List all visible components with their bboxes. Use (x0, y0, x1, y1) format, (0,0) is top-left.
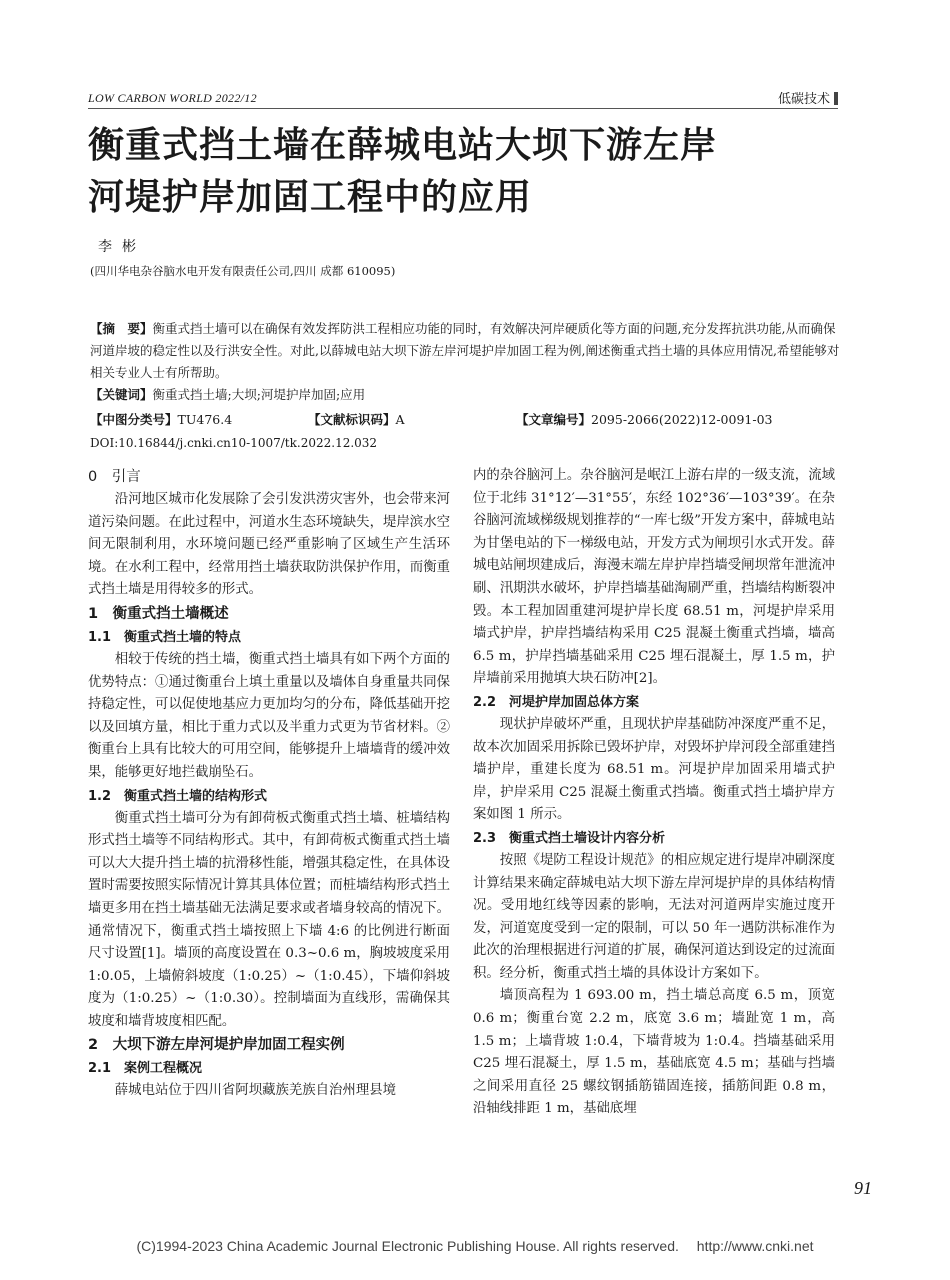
section-label: 低碳技术 (777, 92, 830, 107)
section-bar-icon (834, 92, 838, 105)
subsection-heading: 1.1 衡重式挡土墙的特点 (88, 629, 242, 645)
author: 李彬 (98, 239, 146, 255)
abstract-label: 【摘 要】 (90, 321, 153, 336)
abstract-text: 衡重式挡土墙可以在确保有效发挥防洪工程相应功能的同时，有效解决河岸硬质化等方面的问题,充分发挥抗洪功能,从而确保河道岸坡的稳定性以及行洪安全性。对此,以薛城电站大坝下游左岸河堤护岸加固工程为例,阐述衡重式挡土墙的具体应用情况,希望能够对相关专业人士有所帮助。 (90, 321, 840, 380)
subsection-heading: 2.1 案例工程概况 (88, 1061, 203, 1077)
clc-code: 【中图分类号】TU476.4 (90, 412, 233, 427)
left-column (88, 465, 450, 1103)
right-column (473, 465, 835, 1121)
paragraph: 相较于传统的挡土墙，衡重式挡土墙具有如下两个方面的优势特点：①通过衡重台上填土重量以及墙体自身重量共同保持稳定性，可以促使地基应力更加均匀的分布，降低基础开挖以及回填方量，相比于重力式以及半重力式更为节省材料。②衡重台上具有比较大的可用空间，能够提升上墙墙背的缓冲效果，能够更好地拦截崩坠石。 (88, 651, 450, 780)
classification-meta (90, 410, 850, 430)
subsection-heading: 2.2 河堤护岸加固总体方案 (473, 694, 640, 710)
page-number: 91 (854, 1178, 872, 1198)
header-divider (88, 108, 838, 109)
abstract (90, 318, 840, 384)
paragraph: 按照《堤防工程设计规范》的相应规定进行堤岸冲刷深度计算结果来确定薛城电站大坝下游左岸河堤护岸的具体结构情况。受用地红线等因素的影响，无法对河道两岸实施过度开发，河道宽度受到一定的限制，可以 50 年一遇防洪标准作为此次的治理根据进行河道的扩展，确保河道达到设定的过流面积。经分析，衡重式挡土墙的具体设计方案如下。 (473, 852, 835, 981)
paragraph: 现状护岸破坏严重，且现状护岸基础防冲深度严重不足，故本次加固采用拆除已毁坏护岸，对毁坏护岸河段全部重建挡墙护岸，重建长度为 68.51 m。河堤护岸加固采用墙式护岸，护岸采用 C25 混凝土衡重式挡墙。衡重式挡土墙护岸方案如图 1 所示。 (473, 716, 835, 823)
section-heading: 0 引言 (88, 469, 141, 485)
section-heading: 1 衡重式挡土墙概述 (88, 605, 229, 622)
section-header (778, 88, 838, 107)
keywords (90, 384, 840, 406)
copyright-footer: (C)1994-2023 China Academic Journal Electronic Publishing House. All rights reserved. http://www.cnki.net (136, 1238, 814, 1254)
doc-code: 【文献标识码】A (308, 412, 405, 427)
paragraph: 薛城电站位于四川省阿坝藏族羌族自治州理县境 (114, 1083, 396, 1099)
article-title (88, 120, 848, 224)
subsection-heading: 1.2 衡重式挡土墙的结构形式 (88, 788, 268, 804)
doi: DOI:10.16844/j.cnki.cn10-1007/tk.2022.12.032 (90, 436, 378, 450)
section-heading: 2 大坝下游左岸河堤护岸加固工程实例 (88, 1037, 345, 1054)
subsection-heading: 2.3 衡重式挡土墙设计内容分析 (473, 830, 666, 846)
affiliation: (四川华电杂谷脑水电开发有限责任公司,四川 成都 610095) (90, 264, 396, 278)
paragraph: 墙顶高程为 1 693.00 m，挡土墙总高度 6.5 m，顶宽 0.6 m；衡重台宽 2.2 m，底宽 3.6 m；墙趾宽 1 m，高 1.5 m；上墙背坡 1:0.4，下墙背坡为 1:0.4。挡墙基础采用 C25 埋石混凝土，厚 1.5 m，基础底宽 4.5 m；基础与挡墙之间采用直径 25 螺纹钢插筋锚固连接，插筋间距 0.8 m，沿轴线排距 1 m，基础底埋 (473, 988, 835, 1117)
title-line-1: 衡重式挡土墙在薛城电站大坝下游左岸 (88, 125, 718, 166)
title-line-2: 河堤护岸加固工程中的应用 (88, 177, 533, 218)
paragraph: 沿河地区城市化发展除了会引发洪涝灾害外，也会带来河道污染问题。在此过程中，河道水生态环境缺失，堤岸滨水空间无限制利用，水环境问题已经严重影响了区域生产生活环境。在水利工程中，经常用挡土墙获取防洪保护作用，而衡重式挡土墙是用得较多的形式。 (88, 492, 450, 598)
keywords-label: 【关键词】 (90, 387, 153, 402)
paragraph: 内的杂谷脑河上。杂谷脑河是岷江上游右岸的一级支流，流域位于北纬 31°12′—31°55′，东经 102°36′—103°39′。在杂谷脑河流域梯级规划推荐的“一库七级”开发方案中，薛城电站为甘堡电站的下一梯级电站，开发方式为闸坝引水式开发。薛城电站闸坝建成后，海漫末端左岸护岸挡墙受闸坝常年泄流冲刷、汛期洪水破坏，护岸挡墙基础淘刷严重，挡墙结构断裂冲毁。本工程加固重建河堤护岸长度 68.51 m，河堤护岸采用墙式护岸，护岸挡墙结构采用 C25 混凝土衡重式挡墙，墙高 6.5 m，护岸挡墙基础采用 C25 埋石混凝土，厚 1.5 m，护岸墙前采用抛填大块石防冲[2]。 (473, 468, 835, 687)
abstract-block (90, 318, 840, 406)
keywords-text: 衡重式挡土墙;大坝;河堤护岸加固;应用 (152, 387, 366, 402)
article-number: 【文章编号】2095-2066(2022)12-0091-03 (516, 412, 773, 427)
journal-header: LOW CARBON WORLD 2022/12 (88, 91, 257, 105)
paragraph: 衡重式挡土墙可分为有卸荷板式衡重式挡土墙、桩墙结构形式挡土墙等不同结构形式。其中，有卸荷板式衡重式挡土墙可以大大提升挡土墙的抗滑移性能，增强其稳定性，在具体设置时需要按照实际情况计算其具体位置；而桩墙结构形式挡土墙更多用在挡土墙基础无法满足要求或者墙身较高的情况下。通常情况下，衡重式挡土墙按照上下墙 4:6 的比例进行断面尺寸设置[1]。墙顶的高度设置在 0.3~0.6 m，胸坡坡度采用 1:0.05，上墙俯斜坡度（1:0.25）~（1:0.45），下墙仰斜坡度为（1:0.25）~（1:0.30）。控制墙面为直线形，需确保其坡度和墙背坡度相匹配。 (88, 810, 450, 1029)
